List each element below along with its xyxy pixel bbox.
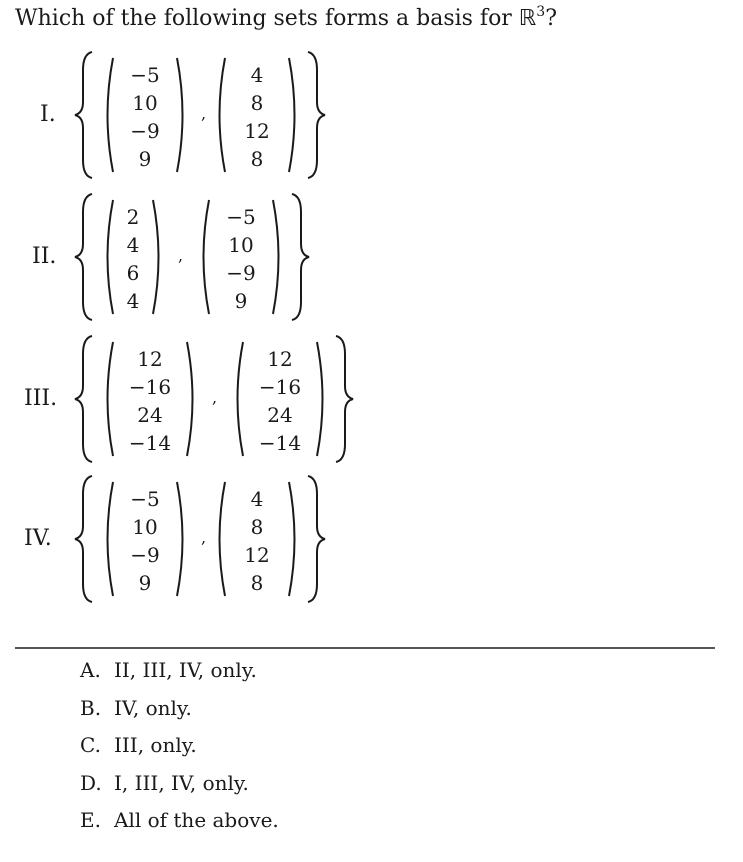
right-brace-icon (304, 474, 328, 604)
vector-entry: 12 (244, 543, 270, 567)
answer-option-c[interactable] (80, 732, 197, 758)
vector-entry: 12 (244, 119, 270, 143)
right-paren-icon (184, 340, 200, 458)
vector-entry: 8 (250, 91, 264, 115)
vector-entry: 2 (126, 205, 140, 229)
space-dimension: 3 (536, 4, 546, 20)
vector-entry: −9 (130, 543, 160, 567)
vector-entry: −9 (226, 261, 256, 285)
vector-separator: , (201, 528, 207, 547)
vector-entry: 4 (250, 63, 264, 87)
vector-set-1 (0, 50, 743, 180)
question-suffix: ? (545, 6, 557, 31)
vector-2 (212, 480, 302, 598)
vector-set-3 (0, 334, 743, 464)
answer-option-d[interactable] (80, 770, 249, 796)
right-paren-icon (150, 198, 166, 316)
option-text: I, III, IV, only. (114, 771, 249, 795)
vector-entry: −5 (226, 205, 256, 229)
question-prefix: Which of the following sets forms a basis for (15, 6, 519, 31)
vector-entry: 4 (126, 233, 140, 257)
left-brace-icon (72, 192, 96, 322)
vector-entry: 10 (132, 91, 158, 115)
vector-entry: 8 (250, 515, 264, 539)
right-paren-icon (286, 480, 302, 598)
vector-entry: 8 (250, 147, 264, 171)
vector-2 (230, 340, 330, 458)
right-paren-icon (174, 480, 190, 598)
vector-entry: 9 (234, 289, 248, 313)
vector-1 (100, 480, 190, 598)
option-letter: E. (80, 808, 101, 832)
option-letter: A. (80, 658, 101, 682)
vector-1 (100, 198, 166, 316)
right-brace-icon (332, 334, 356, 464)
vector-separator: , (212, 388, 218, 407)
right-brace-icon (288, 192, 312, 322)
vector-entry: 4 (126, 289, 140, 313)
vector-separator: , (201, 104, 207, 123)
option-letter: D. (80, 771, 102, 795)
set-label: IV. (24, 526, 52, 551)
vector-entry: −16 (258, 375, 302, 399)
vector-entry: −16 (128, 375, 172, 399)
left-brace-icon (72, 50, 96, 180)
vector-entry: 9 (138, 147, 152, 171)
option-text: All of the above. (114, 808, 279, 832)
option-letter: B. (80, 696, 102, 720)
right-brace-icon (304, 50, 328, 180)
vector-entry: 24 (137, 403, 163, 427)
vector-set-4 (0, 474, 743, 604)
right-paren-icon (174, 56, 190, 174)
real-space-symbol: ℝ (518, 6, 537, 31)
option-text: III, only. (114, 733, 197, 757)
vector-entry: −9 (130, 119, 160, 143)
right-paren-icon (270, 198, 286, 316)
right-paren-icon (286, 56, 302, 174)
question-text (15, 4, 557, 34)
right-paren-icon (314, 340, 330, 458)
left-brace-icon (72, 474, 96, 604)
option-text: II, III, IV, only. (114, 658, 257, 682)
vector-entry: −14 (258, 431, 302, 455)
vector-1 (100, 340, 200, 458)
vector-entry: −5 (130, 63, 160, 87)
vector-entry: 12 (137, 347, 163, 371)
vector-entry: 6 (126, 261, 140, 285)
vector-1 (100, 56, 190, 174)
vector-2 (196, 198, 286, 316)
vector-entry: 4 (250, 487, 264, 511)
answer-option-b[interactable] (80, 695, 192, 721)
set-label: II. (32, 244, 57, 269)
vector-entry: 12 (267, 347, 293, 371)
set-label: III. (24, 386, 58, 411)
vector-entry: 10 (228, 233, 254, 257)
vector-entry: 24 (267, 403, 293, 427)
option-letter: C. (80, 733, 101, 757)
set-label: I. (40, 102, 56, 127)
vector-entry: −14 (128, 431, 172, 455)
vector-entry: 8 (250, 571, 264, 595)
vector-set-2 (0, 192, 743, 322)
vector-entry: 9 (138, 571, 152, 595)
vector-entry: −5 (130, 487, 160, 511)
vector-separator: , (178, 246, 184, 265)
answer-option-a[interactable] (80, 657, 257, 683)
option-text: IV, only. (114, 696, 192, 720)
vector-2 (212, 56, 302, 174)
vector-entry: 10 (132, 515, 158, 539)
left-brace-icon (72, 334, 96, 464)
answer-option-e[interactable] (80, 807, 279, 833)
divider (15, 647, 715, 649)
